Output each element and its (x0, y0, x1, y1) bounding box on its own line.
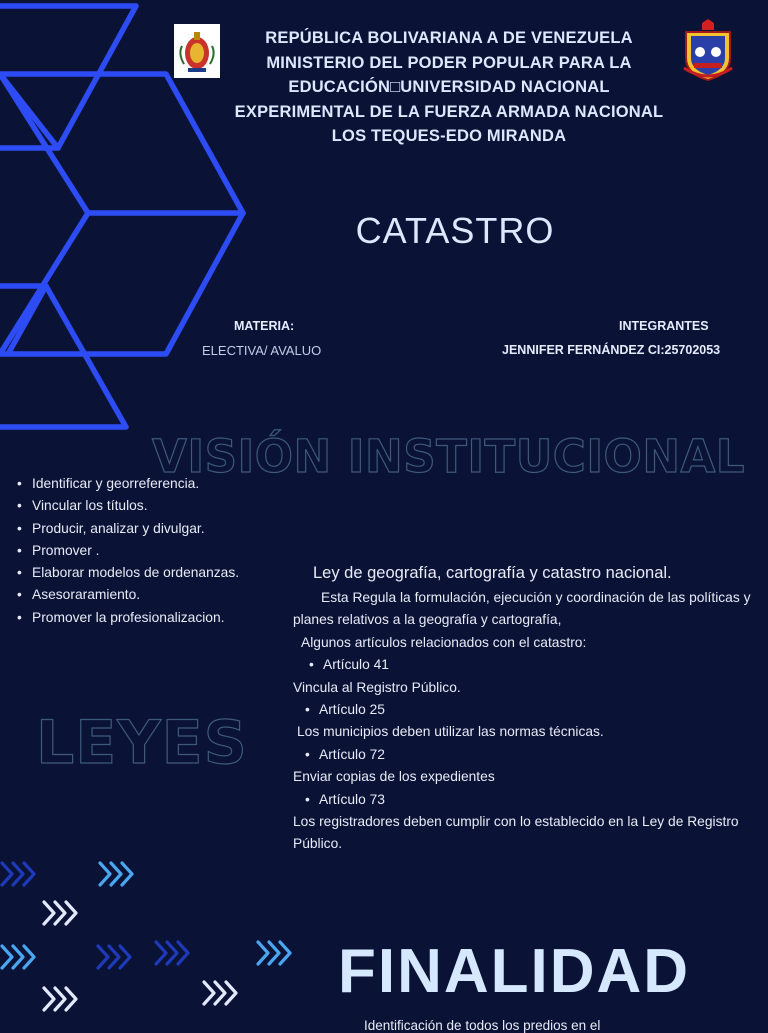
vision-list (14, 473, 239, 629)
leyes-title: LEYES (36, 708, 248, 778)
list-item: • Producir, analizar y divulgar. (14, 518, 239, 540)
vision-title: VISIÓN INSTITUCIONAL (152, 430, 745, 483)
law-intro: Esta Regula la formulación, ejecución y coordinación de las políticas y planes relativos a la geografía y cartografía, (293, 590, 751, 628)
list-item: • Promover . (14, 540, 239, 562)
law-intro-articles: Algunos artículos relacionados con el catastro: (301, 634, 587, 650)
header-line: EXPERIMENTAL DE LA FUERZA ARMADA NACIONAL (234, 102, 664, 121)
list-item: • Vincular los títulos. (14, 495, 239, 517)
finalidad-title: FINALIDAD (338, 937, 691, 1006)
institution-header (196, 26, 702, 149)
page-title: CATASTRO (355, 210, 555, 251)
list-item: • Promover la profesionalizacion. (14, 607, 239, 629)
article-name: • Artículo 73 (293, 789, 753, 811)
article-desc: Los registradores deben cumplir con lo establecido en la Ley de Registro Público. (293, 814, 739, 852)
article-desc: Vincula al Registro Público. (293, 679, 461, 695)
law-title: Ley de geografía, cartografía y catastro nacional. (313, 564, 672, 582)
article-desc: Enviar copias de los expedientes (293, 769, 495, 785)
header-line: REPÚBLICA BOLIVARIANA A DE VENEZUELA (265, 29, 633, 47)
finalidad-text: Identificación de todos los predios en el (364, 1018, 601, 1033)
list-item: • Asesoraramiento. (14, 584, 239, 606)
materia-value: ELECTIVA/ AVALUO (202, 343, 322, 358)
law-section (293, 560, 753, 856)
article-name: • Artículo 41 (293, 654, 753, 676)
integrantes-value: JENNIFER FERNÁNDEZ CI:25702053 (502, 343, 721, 357)
chevron-arrows-icon (0, 850, 320, 1024)
integrantes-label: INTEGRANTES (619, 319, 709, 333)
list-item: • Identificar y georreferencia. (14, 473, 239, 495)
list-item: • Elaborar modelos de ordenanzas. (14, 562, 239, 584)
materia-label: MATERIA: (234, 319, 295, 333)
article-name: • Artículo 72 (293, 744, 753, 766)
article-name: • Artículo 25 (293, 699, 753, 721)
article-desc: Los municipios deben utilizar las normas técnicas. (297, 724, 604, 740)
header-line: MINISTERIO DEL PODER POPULAR PARA LA (266, 53, 632, 72)
header-line: LOS TEQUES-EDO MIRANDA (331, 127, 567, 145)
header-line: EDUCACIÓN□UNIVERSIDAD NACIONAL (288, 78, 610, 96)
